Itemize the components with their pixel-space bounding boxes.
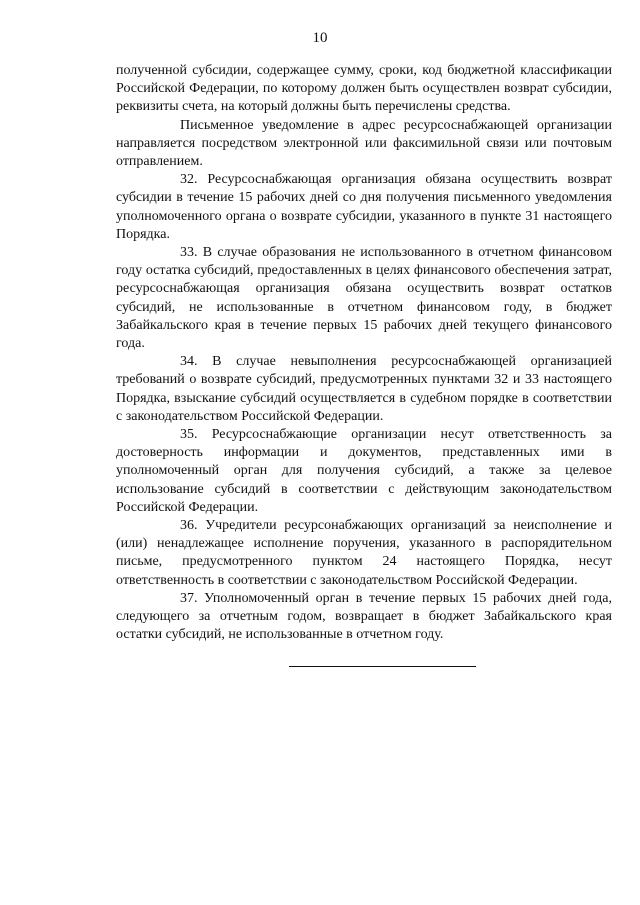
paragraph-item-37: 37. Уполномоченный орган в течение первых 15 рабочих дней года, следующего за отчетным годом, возвращает в бюджет Забайкальского края остатки субсидий, не использованные в отчетном году.: [116, 590, 612, 643]
paragraph-continuation: полученной субсидии, содержащее сумму, сроки, код бюджетной классификации Российской Федерации, по которому должен быть осуществлен возврат субсидии, реквизиты счета, на который должны быть перечислены средства.: [116, 63, 612, 115]
paragraph-item-32: 32. Ресурсоснабжающая организация обязана осуществить возврат субсидии в течение 15 рабочих дней со дня получения письменного уведомления уполномоченного органа о возврате субсидии, указанного в пункте 31 настоящего Порядка.: [116, 172, 612, 242]
page-number: 10: [312, 30, 328, 46]
document-body: [116, 62, 612, 645]
paragraph-item-36: 36. Учредители ресурсонабжающих организаций за неисполнение и (или) ненадлежащее исполнение поручения, указанного в распорядительном письме, предусмотренного пунктом 24 настоящего Порядка, несут ответственность в соответствии с законодательством Российской Федерации.: [116, 518, 612, 588]
end-of-document-rule: [289, 666, 476, 667]
paragraph-item-34: 34. В случае невыполнения ресурсоснабжающей организацией требований о возврате субсидий, предусмотренных пунктами 32 и 33 настоящего Порядка, взыскание субсидий осуществляется в судебном порядке в соответствии с законодательством Российской Федерации.: [116, 354, 612, 424]
paragraph-notification: Письменное уведомление в адрес ресурсоснабжающей организации направляется посредством электронной или факсимильной связи или почтовым отправлением.: [116, 117, 612, 170]
paragraph-item-33: 33. В случае образования не использованного в отчетном финансовом году остатка субсидий, предоставленных в целях финансового обеспечения затрат, ресурсоснабжающая организация обязана осуществить возврат остатков субсидий, не использованные в отчетном финансовом году, в бюджет Забайкальского края в течение первых 15 рабочих дней текущего финансового года.: [116, 245, 612, 352]
paragraph-item-35: 35. Ресурсоснабжающие организации несут ответственность за достоверность информации и документов, представленных ими в уполномоченный орган для получения субсидий, а также за целевое использование субсидий в соответствии с действующим законодательством Российской Федерации.: [116, 427, 612, 515]
